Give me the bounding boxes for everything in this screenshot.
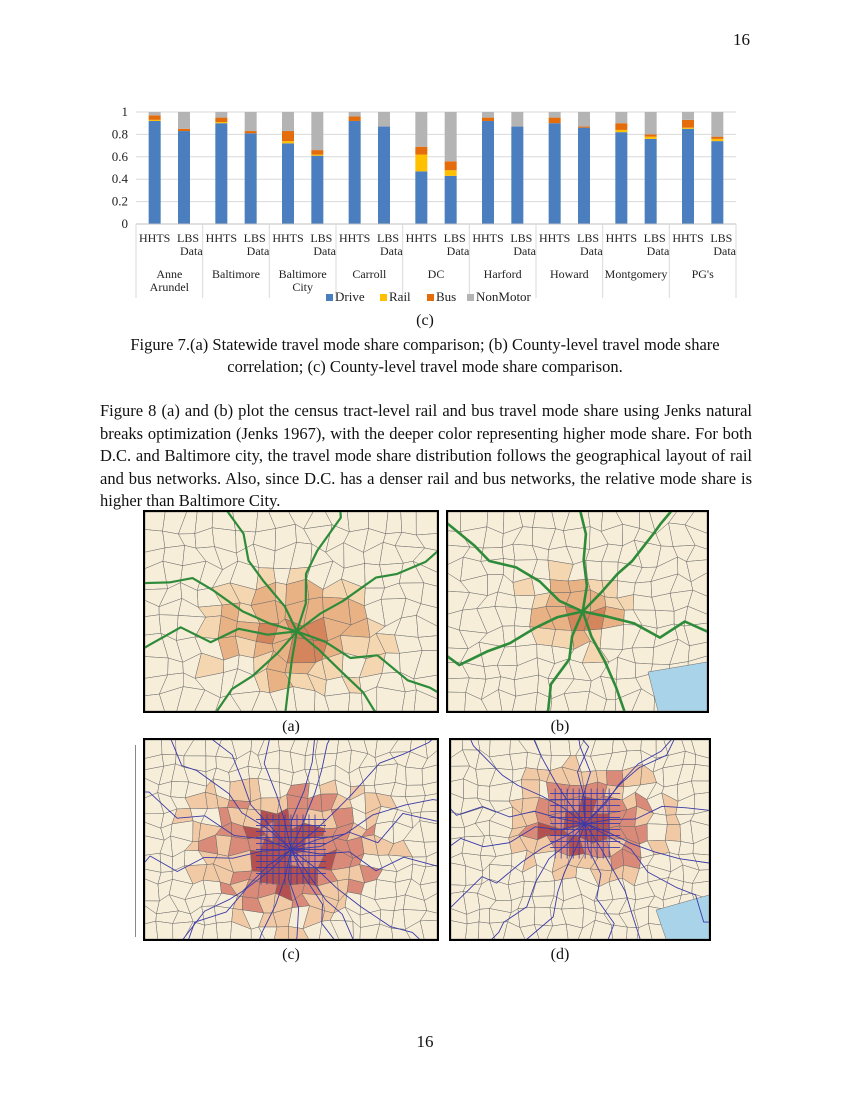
- bar-segment-drive: [711, 141, 723, 224]
- bar-segment-nonmotor: [578, 112, 590, 127]
- bar-segment-drive: [149, 121, 161, 224]
- bar-segment-nonmotor: [215, 112, 227, 118]
- map-a-baltimore-rail: [143, 510, 439, 713]
- x-sub-label: Data: [646, 244, 670, 258]
- legend-swatch: [326, 294, 333, 301]
- bar-segment-rail: [645, 137, 657, 139]
- x-group-label: PG's: [691, 267, 714, 281]
- bar-segment-drive: [445, 176, 457, 224]
- bar-segment-nonmotor: [549, 112, 561, 118]
- x-group-label: Harford: [483, 267, 522, 281]
- bar-segment-bus: [445, 161, 457, 170]
- x-group-label: Arundel: [149, 280, 189, 294]
- x-sub-label: HHTS: [472, 231, 504, 245]
- bar-segment-drive: [415, 171, 427, 224]
- legend-label: Rail: [389, 289, 411, 304]
- chart-y-tick-labels: [112, 104, 129, 231]
- bar-segment-rail: [282, 141, 294, 143]
- y-tick-label: 1: [121, 104, 128, 119]
- x-sub-label: LBS: [510, 231, 533, 245]
- x-sub-label: LBS: [576, 231, 600, 245]
- x-sub-label: LBS: [710, 231, 733, 245]
- bar-segment-nonmotor: [511, 112, 523, 127]
- bar-segment-rail: [682, 128, 694, 129]
- x-group-label: Anne: [156, 267, 183, 281]
- bar-segment-bus: [149, 115, 161, 119]
- x-sub-label: HHTS: [138, 231, 171, 245]
- x-sub-label: LBS: [443, 231, 466, 245]
- x-sub-label: HHTS: [538, 231, 571, 245]
- x-group-label: Howard: [550, 267, 589, 281]
- bar-segment-drive: [282, 143, 294, 224]
- bar-segment-drive: [511, 127, 523, 224]
- bar-segment-bus: [349, 116, 361, 120]
- bar-segment-rail: [149, 120, 161, 121]
- mode-share-stacked-bar-chart: [100, 98, 750, 308]
- bar-segment-nonmotor: [282, 112, 294, 131]
- bar-segment-drive: [549, 123, 561, 224]
- x-sub-label: HHTS: [672, 231, 704, 245]
- bar-segment-drive: [349, 121, 361, 224]
- bar-segment-bus: [482, 118, 494, 121]
- x-sub-label: HHTS: [605, 231, 638, 245]
- bar-segment-rail: [711, 139, 723, 141]
- x-group-label: Carroll: [352, 267, 387, 281]
- x-sub-label: LBS: [176, 231, 200, 245]
- bar-segment-bus: [215, 118, 227, 122]
- x-sub-label: LBS: [310, 231, 333, 245]
- x-sub-label: Data: [713, 244, 736, 258]
- bar-segment-bus: [682, 120, 694, 128]
- chart-x-labels: [136, 224, 737, 298]
- x-sub-label: Data: [380, 244, 403, 258]
- x-sub-label: Data: [446, 244, 470, 258]
- bar-segment-rail: [215, 122, 227, 123]
- map-b-label: (b): [550, 718, 570, 735]
- page-number-top: 16: [733, 30, 750, 49]
- bar-segment-nonmotor: [415, 112, 427, 147]
- bar-segment-drive: [378, 127, 390, 224]
- x-sub-label: LBS: [376, 231, 400, 245]
- bar-segment-nonmotor: [378, 112, 390, 127]
- bar-segment-nonmotor: [349, 112, 361, 116]
- bar-segment-nonmotor: [645, 112, 657, 134]
- map-c-baltimore-bus: [143, 738, 439, 941]
- bar-segment-bus: [245, 131, 257, 133]
- x-group-label: Baltimore: [278, 267, 327, 281]
- bar-segment-drive: [682, 129, 694, 224]
- x-sub-label: Data: [180, 244, 203, 258]
- bar-segment-nonmotor: [711, 112, 723, 137]
- page-number-bottom: 16: [416, 1032, 434, 1051]
- x-sub-label: Data: [513, 244, 536, 258]
- chart-bars: [149, 112, 724, 224]
- x-sub-label: HHTS: [405, 231, 438, 245]
- y-tick-label: 0.8: [111, 126, 128, 142]
- x-group-label: Montgomery: [604, 267, 668, 281]
- x-group-label: Baltimore: [212, 267, 260, 281]
- bar-segment-bus: [282, 131, 294, 141]
- margin-line: [135, 745, 136, 937]
- bar-segment-bus: [615, 123, 627, 130]
- bar-segment-bus: [311, 150, 323, 154]
- bar-segment-drive: [245, 133, 257, 224]
- bar-segment-drive: [645, 139, 657, 224]
- bar-segment-rail: [311, 155, 323, 156]
- bar-segment-bus: [415, 147, 427, 155]
- legend-swatch: [467, 294, 474, 301]
- bar-segment-drive: [215, 123, 227, 224]
- legend-label: Drive: [335, 289, 365, 304]
- x-sub-label: Data: [313, 244, 336, 258]
- bar-segment-drive: [311, 156, 323, 224]
- x-sub-label: LBS: [243, 231, 266, 245]
- bar-segment-drive: [482, 121, 494, 224]
- y-tick-label: 0: [121, 216, 128, 231]
- bar-segment-nonmotor: [149, 112, 161, 115]
- bar-segment-bus: [178, 129, 190, 131]
- bar-segment-rail: [615, 130, 627, 132]
- bar-segment-bus: [549, 118, 561, 124]
- x-sub-label: Data: [246, 244, 270, 258]
- bar-segment-bus: [645, 134, 657, 136]
- map-a-label: (a): [282, 718, 300, 735]
- x-sub-label: HHTS: [338, 231, 371, 245]
- bar-segment-drive: [178, 131, 190, 224]
- legend-swatch: [380, 294, 387, 301]
- figure-7-caption: Figure 7.(a) Statewide travel mode share comparison; (b) County-level travel mode share correlation; (c) County-level travel mode share comparison.: [130, 335, 720, 376]
- bar-segment-nonmotor: [682, 112, 694, 120]
- bar-segment-bus: [578, 127, 590, 128]
- chart-sublabel: (c): [416, 312, 434, 329]
- bar-segment-nonmotor: [482, 112, 494, 118]
- y-tick-label: 0.2: [111, 193, 128, 209]
- x-sub-label: LBS: [643, 231, 666, 245]
- map-d-dc-bus: [449, 738, 711, 941]
- y-tick-label: 0.6: [111, 148, 128, 164]
- bar-segment-bus: [711, 137, 723, 139]
- bar-segment-nonmotor: [445, 112, 457, 161]
- x-group-label: City: [292, 280, 314, 294]
- map-d-label: (d): [550, 946, 570, 963]
- legend-swatch: [427, 294, 434, 301]
- body-paragraph: Figure 8 (a) and (b) plot the census tract-level rail and bus travel mode share using Jenks natural breaks optimization (Jenks 1967), with the deeper color representing higher mode share. For both D.C. and Baltimore city, the travel mode share distribution follows the geographical layout of rail and bus networks. Also, since D.C. has a denser rail and bus networks, the relative mode share is higher than Baltimore City.: [100, 401, 752, 510]
- x-group-label: DC: [427, 267, 445, 281]
- legend-label: NonMotor: [476, 289, 531, 304]
- bar-segment-nonmotor: [178, 112, 190, 129]
- x-sub-label: HHTS: [205, 231, 238, 245]
- y-tick-label: 0.4: [111, 171, 128, 187]
- bar-segment-nonmotor: [245, 112, 257, 131]
- chart-legend: [326, 289, 532, 304]
- bar-segment-rail: [445, 170, 457, 176]
- x-sub-label: Data: [580, 244, 603, 258]
- x-sub-label: HHTS: [272, 231, 304, 245]
- bar-segment-drive: [578, 128, 590, 224]
- legend-label: Bus: [436, 289, 457, 304]
- map-c-label: (c): [282, 946, 300, 963]
- bar-segment-drive: [615, 132, 627, 224]
- bar-segment-nonmotor: [615, 112, 627, 123]
- bar-segment-nonmotor: [311, 112, 323, 150]
- bar-segment-rail: [415, 155, 427, 172]
- map-b-dc-rail: [446, 510, 709, 713]
